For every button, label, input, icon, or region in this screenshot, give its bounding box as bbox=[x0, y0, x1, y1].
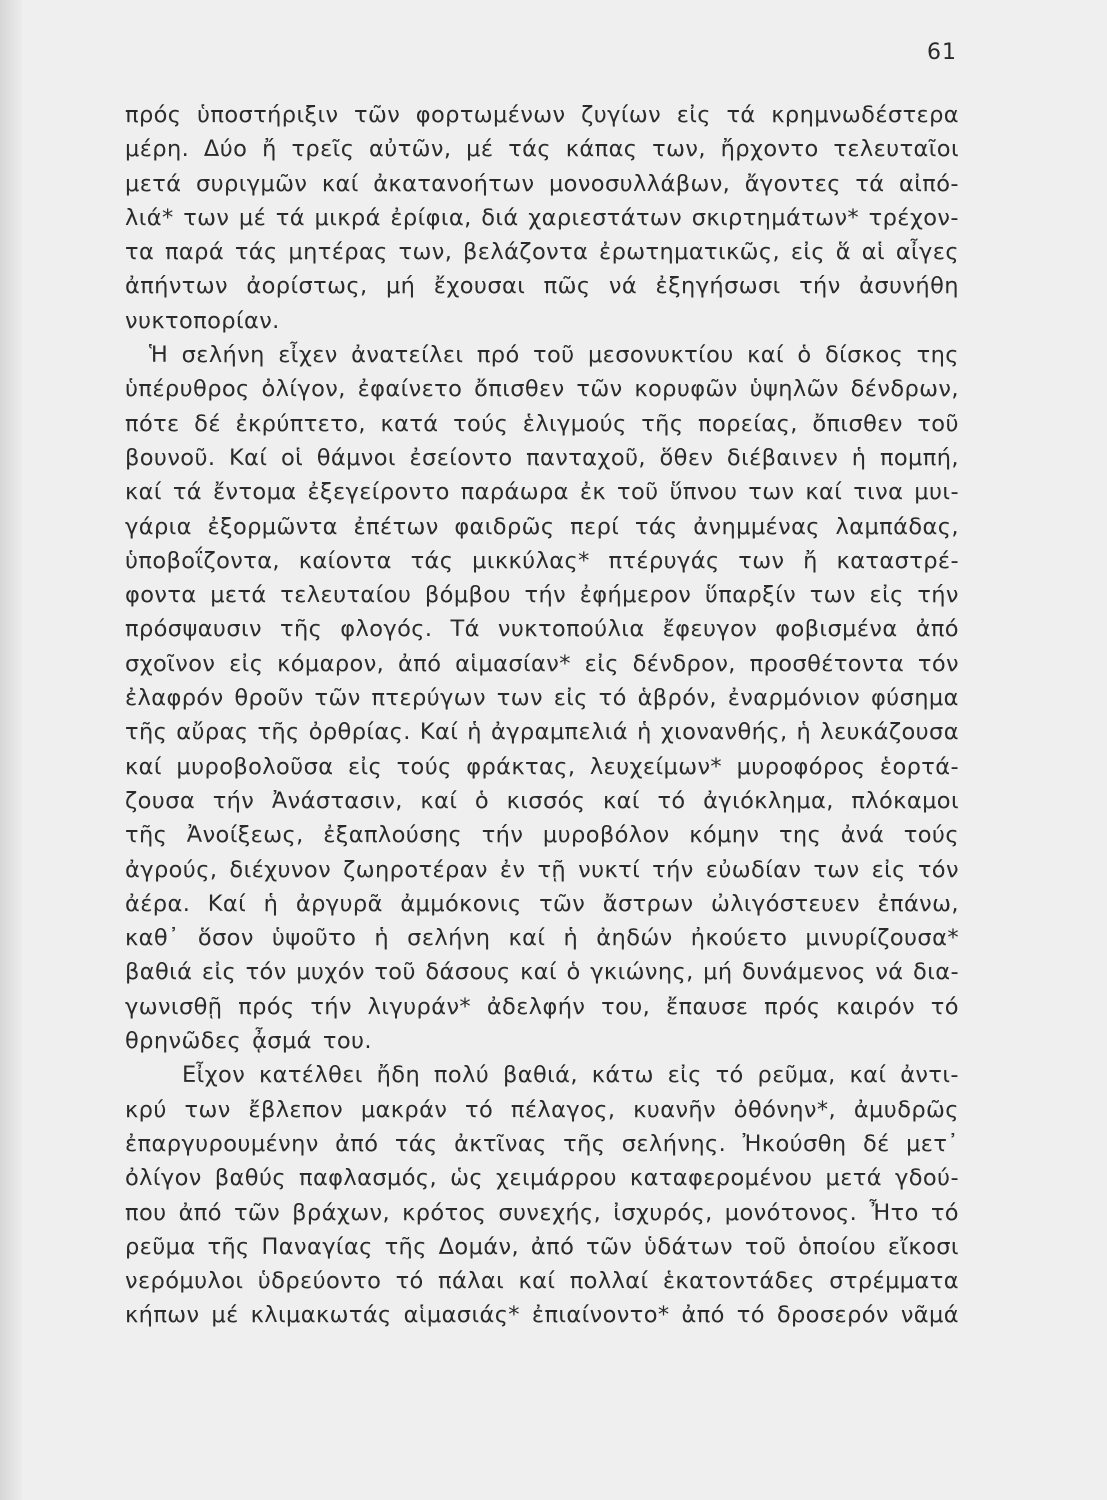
text-line: μετά συριγμῶν καί ἀκατανοήτων μονοσυλλάβων, ἄγοντες τά αἰπό- bbox=[125, 170, 959, 197]
text-line: ἐπαργυρουμένην ἀπό τάς ἀκτῖνας τῆς σελήνης. Ἠκούσθη δέ μετ᾽ bbox=[125, 1130, 959, 1157]
text-line: πρόσψαυσιν τῆς φλογός. Τά νυκτοπούλια ἔφευγον φοβισμένα ἀπό bbox=[125, 616, 959, 643]
text-line: γάρια ἐξορμῶντα ἐπέτων φαιδρῶς περί τάς ἀνημμένας λαμπάδας, bbox=[125, 513, 959, 540]
text-line: βουνοῦ. Καί οἱ θάμνοι ἐσείοντο πανταχοῦ, ὅθεν διέβαινεν ἡ πομπή, bbox=[125, 444, 959, 471]
text-line: νερόμυλοι ὑδρεύοντο τό πάλαι καί πολλαί ἑκατοντάδες στρέμματα bbox=[125, 1268, 959, 1295]
text-line: ὀλίγον βαθύς παφλασμός, ὡς χειμάρρου καταφερομένου μετά γδού- bbox=[125, 1165, 959, 1192]
text-line: μέρη. Δύο ἤ τρεῖς αὐτῶν, μέ τάς κάπας των, ἤρχοντο τελευταῖοι bbox=[125, 136, 959, 163]
text-line: Ἡ σελήνη εἶχεν ἀνατείλει πρό τοῦ μεσονυκτίου καί ὁ δίσκος της bbox=[149, 342, 959, 369]
text-line: βαθιά εἰς τόν μυχόν τοῦ δάσους καί ὁ γκιώνης, μή δυνάμενος νά δια- bbox=[125, 959, 959, 986]
text-line: ρεῦμα τῆς Παναγίας τῆς Δομάν, ἀπό τῶν ὑδάτων τοῦ ὁποίου εἴκοσι bbox=[125, 1233, 959, 1260]
text-line: που ἀπό τῶν βράχων, κρότος συνεχής, ἰσχυρός, μονότονος. Ἦτο τό bbox=[125, 1199, 959, 1226]
text-line: ἀγρούς, διέχυνον ζωηροτέραν ἐν τῇ νυκτί τήν εὐωδίαν των εἰς τόν bbox=[125, 856, 959, 883]
text-line: τα παρά τάς μητέρας των, βελάζοντα ἐρωτηματικῶς, εἰς ἅ αἱ αἶγες bbox=[125, 239, 959, 266]
text-line: ἀπήντων ἀορίστως, μή ἔχουσαι πῶς νά ἐξηγήσωσι τήν ἀσυνήθη bbox=[125, 273, 959, 300]
text-line: γωνισθῇ πρός τήν λιγυράν* ἀδελφήν του, ἔπαυσε πρός καιρόν τό bbox=[125, 993, 959, 1020]
text-line: καθ᾽ ὅσον ὑψοῦτο ἡ σελήνη καί ἡ ἀηδών ἠκούετο μινυρίζουσα* bbox=[125, 925, 959, 952]
text-line: καί μυροβολοῦσα εἰς τούς φράκτας, λευχείμων* μυροφόρος ἑορτά- bbox=[125, 753, 959, 780]
page-gutter-shadow bbox=[0, 0, 22, 1500]
page-number: 61 bbox=[927, 40, 957, 65]
text-line: καί τά ἔντομα ἐξεγείροντο παράωρα ἐκ τοῦ ὕπνου των καί τινα μυι- bbox=[125, 479, 959, 506]
text-line: πρός ὑποστήριξιν τῶν φορτωμένων ζυγίων εἰς τά κρημνωδέστερα bbox=[125, 102, 959, 128]
text-line: ὑπέρυθρος ὀλίγον, ἐφαίνετο ὄπισθεν τῶν κορυφῶν ὑψηλῶν δένδρων, bbox=[125, 376, 959, 403]
text-line: τῆς Ἀνοίξεως, ἐξαπλούσης τήν μυροβόλον κόμην της ἀνά τούς bbox=[125, 822, 959, 849]
text-line: λιά* των μέ τά μικρά ἐρίφια, διά χαριεστάτων σκιρτημάτων* τρέχον- bbox=[125, 204, 959, 231]
body-text bbox=[125, 98, 959, 1333]
text-line: θρηνῶδες ᾆσμά του. bbox=[125, 1028, 372, 1055]
text-line: ἀέρα. Καί ἡ ἀργυρᾶ ἀμμόκονις τῶν ἄστρων ὠλιγόστευεν ἐπάνω, bbox=[125, 890, 959, 917]
text-line: ἐλαφρόν θροῦν τῶν πτερύγων των εἰς τό ἁβρόν, ἐναρμόνιον φύσημα bbox=[125, 685, 959, 712]
text-line: κήπων μέ κλιμακωτάς αἱμασιάς* ἐπιαίνοντο* ἀπό τό δροσερόν νᾶμά bbox=[125, 1302, 959, 1329]
text-line: Εἶχον κατέλθει ἤδη πολύ βαθιά, κάτω εἰς τό ρεῦμα, καί ἀντι- bbox=[182, 1062, 959, 1089]
text-line: νυκτοπορίαν. bbox=[125, 307, 280, 334]
text-line: πότε δέ ἐκρύπτετο, κατά τούς ἑλιγμούς τῆς πορείας, ὄπισθεν τοῦ bbox=[125, 410, 959, 437]
text-line: φοντα μετά τελευταίου βόμβου τήν ἐφήμερον ὕπαρξίν των εἰς τήν bbox=[125, 582, 959, 609]
text-line: ὑποβοΐζοντα, καίοντα τάς μικκύλας* πτέρυγάς των ἤ καταστρέ- bbox=[125, 547, 959, 574]
text-line: κρύ των ἔβλεπον μακράν τό πέλαγος, κυανῆν ὀθόνην*, ἀμυδρῶς bbox=[125, 1096, 959, 1123]
text-line: σχοῖνον εἰς κόμαρον, ἀπό αἱμασίαν* εἰς δένδρον, προσθέτοντα τόν bbox=[125, 650, 959, 677]
text-line: ζουσα τήν Ἀνάστασιν, καί ὁ κισσός καί τό ἀγιόκλημα, πλόκαμοι bbox=[125, 787, 959, 814]
text-line: τῆς αὔρας τῆς ὀρθρίας. Καί ἡ ἀγραμπελιά ἡ χιονανθής, ἡ λευκάζουσα bbox=[125, 719, 959, 746]
